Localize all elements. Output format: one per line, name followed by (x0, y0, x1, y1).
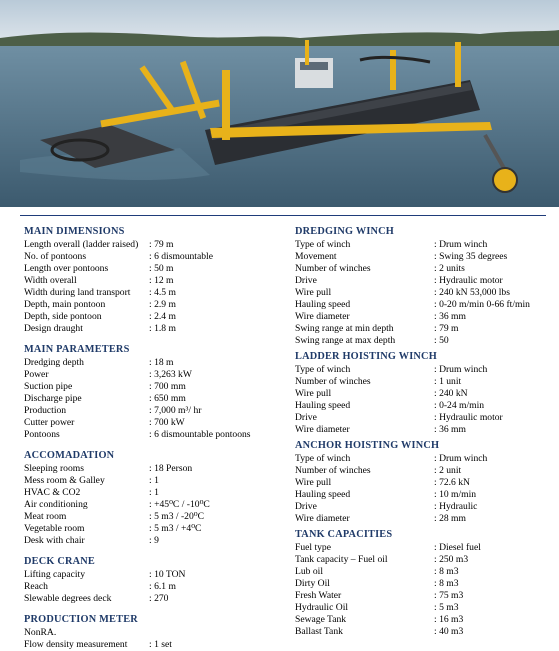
spec-row (24, 263, 286, 275)
spec-row (295, 388, 557, 400)
spec-row (24, 463, 286, 475)
spec-value: : 2.4 m (149, 311, 176, 322)
spec-label: Type of winch (295, 453, 351, 464)
spec-row (295, 542, 557, 554)
spec-value: : 2 unit (434, 465, 462, 476)
spec-row (24, 381, 286, 393)
spec-row (295, 453, 557, 465)
spec-value: : 36 mm (434, 424, 466, 435)
spec-label: Wire pull (295, 477, 332, 488)
spec-label: Swing range at max depth (295, 335, 396, 346)
section-title: PRODUCTION METER (24, 614, 138, 625)
spec-section (295, 351, 557, 436)
spec-row (295, 311, 557, 323)
spec-label: Meat room (24, 511, 67, 522)
spec-label: Design draught (24, 323, 83, 334)
spec-label: Fresh Water (295, 590, 342, 601)
spec-value: : 6.1 m (149, 581, 176, 592)
section-title: LADDER HOISTING WINCH (295, 351, 437, 362)
spec-row (24, 627, 286, 639)
spec-value: : 2.9 m (149, 299, 176, 310)
spec-value: : 2 units (434, 263, 465, 274)
spec-row (295, 412, 557, 424)
spec-value: : 240 kN (434, 388, 468, 399)
spec-row (295, 275, 557, 287)
spec-value: : Diesel fuel (434, 542, 481, 553)
spec-row (24, 369, 286, 381)
spec-row (295, 602, 557, 614)
spec-label: Wire diameter (295, 424, 350, 435)
left-spec-column (24, 226, 286, 651)
spec-value: : 10 TON (149, 569, 186, 580)
spec-value: : +45⁰C / -10⁰C (149, 499, 210, 510)
spec-label: NonRA. (24, 627, 57, 638)
spec-label: Type of winch (295, 364, 351, 375)
spec-row (295, 465, 557, 477)
spec-label: Width overall (24, 275, 77, 286)
spec-label: Drive (295, 412, 317, 423)
spec-value: : 1 unit (434, 376, 462, 387)
spec-row (295, 566, 557, 578)
spec-label: Wire diameter (295, 513, 350, 524)
spec-section (24, 226, 286, 335)
spec-value: : 5 m3 (434, 602, 459, 613)
spec-row (24, 535, 286, 547)
spec-row (24, 487, 286, 499)
spec-label: HVAC & CO2 (24, 487, 81, 498)
spec-row (24, 405, 286, 417)
spec-row (24, 639, 286, 651)
spec-label: Depth, main pontoon (24, 299, 106, 310)
spec-value: : 72.6 kN (434, 477, 470, 488)
spec-row (295, 299, 557, 311)
spec-row (24, 429, 286, 441)
spec-value: : 0-24 m/min (434, 400, 485, 411)
spec-row (24, 287, 286, 299)
spec-row (295, 578, 557, 590)
spec-row (24, 357, 286, 369)
spec-row (295, 626, 557, 638)
spec-label: Hauling speed (295, 400, 351, 411)
spec-row (24, 499, 286, 511)
spec-row (295, 590, 557, 602)
spec-label: Slewable degrees deck (24, 593, 112, 604)
spec-value: : Swing 35 degrees (434, 251, 508, 262)
spec-row (24, 239, 286, 251)
spec-value: : 18 m (149, 357, 174, 368)
spec-row (295, 424, 557, 436)
spec-label: Hauling speed (295, 299, 351, 310)
spec-label: Tank capacity – Fuel oil (295, 554, 388, 565)
spec-value (149, 627, 286, 639)
spec-row (295, 477, 557, 489)
spec-label: Suction pipe (24, 381, 73, 392)
spec-label: Length overall (ladder raised) (24, 239, 139, 250)
spec-value: : 1 (149, 475, 159, 486)
spec-section (24, 556, 286, 605)
spec-label: Movement (295, 251, 337, 262)
spec-value: : 1 (149, 487, 159, 498)
spec-value: : 79 m (149, 239, 174, 250)
spec-value: : 12 m (149, 275, 174, 286)
spec-row (24, 581, 286, 593)
spec-label: Flow density measurement (24, 639, 128, 650)
spec-section (295, 226, 557, 347)
spec-row (295, 287, 557, 299)
spec-row (24, 523, 286, 535)
spec-row (24, 251, 286, 263)
spec-row (295, 263, 557, 275)
spec-label: Type of winch (295, 239, 351, 250)
spec-label: Mess room & Galley (24, 475, 105, 486)
spec-row (295, 364, 557, 376)
spec-value: : 3,263 kW (149, 369, 192, 380)
spec-label: Reach (24, 581, 48, 592)
spec-value: : 270 (149, 593, 169, 604)
spec-label: Air conditioning (24, 499, 88, 510)
spec-section (24, 450, 286, 547)
spec-value: : 40 m3 (434, 626, 464, 637)
right-spec-column (295, 226, 557, 638)
spec-value: : 700 mm (149, 381, 186, 392)
spec-label: Pontoons (24, 429, 60, 440)
section-title: MAIN PARAMETERS (24, 344, 130, 355)
spec-label: Ballast Tank (295, 626, 343, 637)
spec-value: : 36 mm (434, 311, 466, 322)
spec-row (24, 275, 286, 287)
spec-label: Hauling speed (295, 489, 351, 500)
spec-value: : 5 m3 / +4⁰C (149, 523, 202, 534)
spec-value: : 240 kN 53,000 lbs (434, 287, 510, 298)
spec-row (24, 323, 286, 335)
spec-row (24, 311, 286, 323)
spec-value: : 4.5 m (149, 287, 176, 298)
section-title: DECK CRANE (24, 556, 95, 567)
section-gap (24, 605, 286, 614)
spec-row (24, 593, 286, 605)
spec-value: : 9 (149, 535, 159, 546)
spec-label: No. of pontoons (24, 251, 87, 262)
spec-value: : 75 m3 (434, 590, 464, 601)
spec-label: Drive (295, 501, 317, 512)
spec-label: Number of winches (295, 263, 371, 274)
spec-value: : 8 m3 (434, 566, 459, 577)
spec-value: : 250 m3 (434, 554, 469, 565)
spec-label: Production (24, 405, 67, 416)
spec-value: : 700 kW (149, 417, 185, 428)
spec-value: : Hydraulic (434, 501, 478, 512)
spec-row (295, 501, 557, 513)
spec-value: : Hydraulic motor (434, 275, 503, 286)
spec-row (295, 513, 557, 525)
spec-label: Discharge pipe (24, 393, 82, 404)
spec-value: : 16 m3 (434, 614, 464, 625)
spec-label: Lub oil (295, 566, 323, 577)
spec-row (295, 400, 557, 412)
spec-label: Sewage Tank (295, 614, 347, 625)
section-gap (24, 335, 286, 344)
section-title: TANK CAPACITIES (295, 529, 393, 540)
spec-label: Number of winches (295, 465, 371, 476)
spec-label: Wire pull (295, 388, 332, 399)
spec-section (295, 529, 557, 638)
section-title: ACCOMADATION (24, 450, 115, 461)
spec-value: : 28 mm (434, 513, 466, 524)
spec-row (295, 376, 557, 388)
spec-value: : Hydraulic motor (434, 412, 503, 423)
spec-row (295, 489, 557, 501)
spec-value: : Drum winch (434, 239, 488, 250)
spec-label: Drive (295, 275, 317, 286)
spec-label: Number of winches (295, 376, 371, 387)
spec-label: Power (24, 369, 49, 380)
spec-label: Fuel type (295, 542, 331, 553)
spec-label: Swing range at min depth (295, 323, 394, 334)
section-divider (20, 215, 546, 216)
spec-value: : 6 dismountable pontoons (149, 429, 251, 440)
spec-section (24, 344, 286, 441)
section-title: MAIN DIMENSIONS (24, 226, 125, 237)
spec-label: Length over pontoons (24, 263, 109, 274)
section-gap (24, 441, 286, 450)
spec-row (24, 511, 286, 523)
spec-section (295, 440, 557, 525)
spec-value: : 0-20 m/min 0-66 ft/min (434, 299, 530, 310)
section-title: DREDGING WINCH (295, 226, 395, 237)
spec-value: : 650 mm (149, 393, 186, 404)
spec-label: Hydraulic Oil (295, 602, 349, 613)
spec-row (24, 475, 286, 487)
spec-value: : 10 m/min (434, 489, 477, 500)
spec-row (295, 323, 557, 335)
spec-label: Dirty Oil (295, 578, 330, 589)
spec-label: Wire pull (295, 287, 332, 298)
spec-value: : Drum winch (434, 453, 488, 464)
spec-value: : 7,000 m³/ hr (149, 405, 202, 416)
spec-value: : 50 m (149, 263, 174, 274)
spec-row (24, 393, 286, 405)
spec-row (24, 417, 286, 429)
spec-label: Desk with chair (24, 535, 85, 546)
spec-label: Wire diameter (295, 311, 350, 322)
section-title: ANCHOR HOISTING WINCH (295, 440, 440, 451)
spec-section (24, 614, 286, 651)
spec-value: : 1 set (149, 639, 172, 650)
spec-row (295, 614, 557, 626)
spec-row (295, 251, 557, 263)
spec-label: Sleeping rooms (24, 463, 84, 474)
spec-value: : 1.8 m (149, 323, 176, 334)
spec-label: Depth, side pontoon (24, 311, 102, 322)
spec-value: : 50 (434, 335, 449, 346)
spec-row (295, 554, 557, 566)
spec-value: : 18 Person (149, 463, 193, 474)
spec-row (295, 239, 557, 251)
spec-value: : 6 dismountable (149, 251, 213, 262)
spec-value: : Drum winch (434, 364, 488, 375)
spec-label: Lifting capacity (24, 569, 86, 580)
spec-value: : 8 m3 (434, 578, 459, 589)
spec-label: Vegetable room (24, 523, 85, 534)
spec-label: Width during land transport (24, 287, 131, 298)
spec-value: : 79 m (434, 323, 459, 334)
spec-row (24, 299, 286, 311)
spec-label: Cutter power (24, 417, 75, 428)
section-gap (24, 547, 286, 556)
spec-value: : 5 m3 / -20⁰C (149, 511, 205, 522)
dredger-photo (0, 0, 559, 207)
spec-row (295, 335, 557, 347)
spec-row (24, 569, 286, 581)
spec-label: Dredging depth (24, 357, 84, 368)
